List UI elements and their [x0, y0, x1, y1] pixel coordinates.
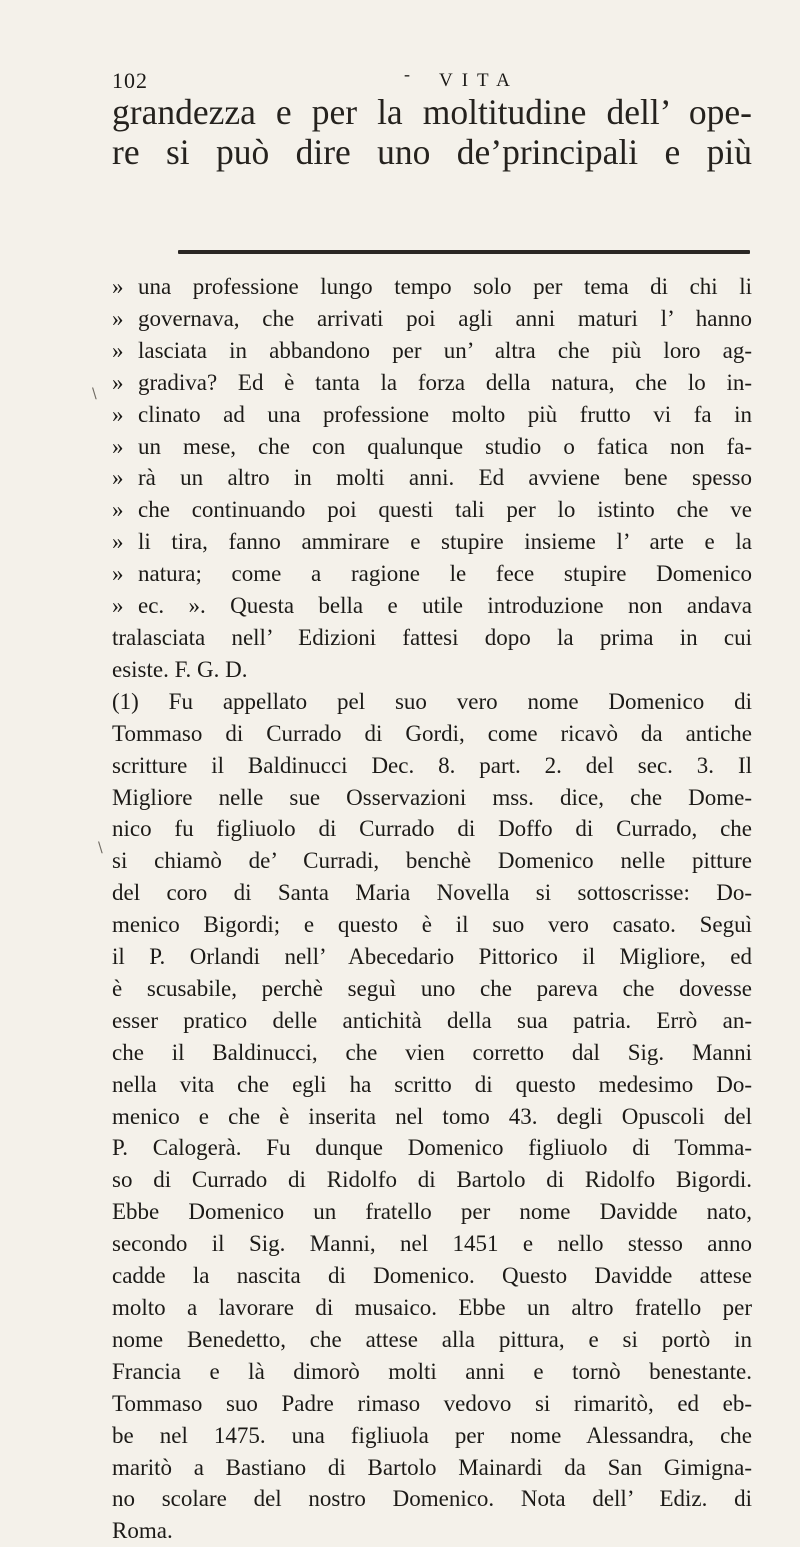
footnote-line-text: gradiva? Ed è tanta la forza della natura, che lo in-	[138, 369, 752, 395]
footnote-line	[112, 431, 752, 463]
footnote-line-text: so di Currado di Ridolfo di Bartolo di Ridolfo Bigordi.	[112, 1167, 752, 1193]
footnote-line	[112, 1452, 752, 1484]
footnote-line-text: Francia e là dimorò molti anni e tornò benestante.	[112, 1358, 752, 1384]
footnote-line	[112, 271, 752, 303]
separator-rule	[178, 250, 750, 254]
footnote-line	[112, 1132, 752, 1164]
footnote-line	[112, 1388, 752, 1420]
footnote-line	[112, 1356, 752, 1388]
footnote-line-text: esiste. F. G. D.	[112, 656, 248, 682]
footnote-line	[112, 1292, 752, 1324]
footnote-line-text: molto a lavorare di musaico. Ebbe un altro fratello per	[112, 1295, 752, 1320]
footnote-line	[112, 1515, 752, 1547]
footnote-line	[112, 335, 752, 367]
footnote-line	[112, 782, 752, 814]
quote-mark: »	[112, 529, 124, 555]
footnote-line	[112, 654, 752, 686]
quote-mark: »	[112, 369, 124, 395]
footnote-line	[112, 1069, 752, 1101]
footnote-line	[112, 813, 752, 845]
footnote-line	[112, 718, 752, 750]
quote-mark: »	[112, 337, 124, 363]
footnote-line-text: il P. Orlandi nell’ Abecedario Pittorico il Migliore, ed	[112, 944, 752, 970]
footnote-line	[112, 973, 752, 1005]
footnote-line-text: un mese, che con qualunque studio o fatica non fa-	[138, 433, 752, 459]
footnote-line	[112, 1101, 752, 1133]
footnote-line-text: governava, che arrivati poi agli anni maturi l’ hanno	[138, 305, 752, 331]
footnote-line	[112, 367, 752, 399]
footnote-line	[112, 1228, 752, 1260]
footnote-line	[112, 303, 752, 335]
footnote-line	[112, 1196, 752, 1228]
quote-mark: »	[112, 274, 124, 299]
text-line: re si può dire uno de’principali e più	[112, 132, 752, 172]
header-dash: -	[404, 64, 410, 84]
footnote-line-text: Migliore nelle sue Osservazioni mss. dice, che Dome-	[112, 784, 752, 810]
footnote-line	[112, 526, 752, 558]
footnote-line-text: no scolare del nostro Domenico. Nota dell’ Ediz. di	[112, 1486, 752, 1512]
main-text	[112, 92, 752, 172]
footnote-line-text: tralasciata nell’ Edizioni fattesi dopo la prima in cui	[112, 624, 752, 650]
footnote-line-text: Ebbe Domenico un fratello per nome Davidde nato,	[112, 1199, 752, 1225]
footnote-line-text: rà un altro in molti anni. Ed avviene bene spesso	[138, 465, 752, 491]
footnote-line-text: cadde la nascita di Domenico. Questo Davidde attese	[112, 1263, 752, 1289]
footnote-line-text: secondo il Sig. Manni, nel 1451 e nello stesso anno	[112, 1231, 752, 1257]
footnote-line-text: scritture il Baldinucci Dec. 8. part. 2. del sec. 3. Il	[112, 752, 752, 778]
footnote-line	[112, 1420, 752, 1452]
margin-mark: \	[98, 840, 103, 856]
footnote-line-text: esser pratico delle antichità della sua patria. Errò an-	[112, 1007, 752, 1033]
footnote-line	[112, 845, 752, 877]
footnote-line	[112, 909, 752, 941]
footnote-line-text: Roma.	[112, 1518, 173, 1544]
footnote-line-text: che continuando poi questi tali per lo istinto che ve	[138, 497, 752, 523]
footnote-line	[112, 1260, 752, 1292]
footnote-line-text: è scusabile, perchè seguì uno che pareva che dovesse	[112, 975, 752, 1001]
footnote-line	[112, 558, 752, 590]
footnote-line-text: Tommaso di Currado di Gordi, come ricavò da antiche	[112, 720, 752, 746]
footnote-line	[112, 750, 752, 782]
footnote-line	[112, 877, 752, 909]
footnote-line	[112, 494, 752, 526]
footnote-line	[112, 1483, 752, 1515]
footnote-line	[112, 590, 752, 622]
footnote-line-text: del coro di Santa Maria Novella si sottoscrisse: Do-	[112, 880, 752, 906]
footnote-line-text: clinato ad una professione molto più frutto vi fa in	[138, 401, 752, 427]
footnote-line-text: maritò a Bastiano di Bartolo Mainardi da San Gimigna-	[112, 1454, 752, 1480]
quote-mark: »	[112, 593, 124, 619]
footnote-line	[112, 941, 752, 973]
footnote-line-text: nella vita che egli ha scritto di questo medesimo Do-	[112, 1071, 752, 1097]
footnote-line-text: ec. ». Questa bella e utile introduzione non andava	[138, 593, 752, 619]
footnote-line	[112, 462, 752, 494]
footnote-line-text: che il Baldinucci, che vien corretto dal Sig. Manni	[112, 1039, 752, 1065]
footnote-line	[112, 686, 752, 718]
footnote-line	[112, 1037, 752, 1069]
footnote-line-text: nico fu figliuolo di Currado di Doffo di Currado, che	[112, 816, 752, 842]
footnote-block	[112, 271, 752, 1547]
footnote-line	[112, 622, 752, 654]
footnote-line-text: natura; come a ragione le fece stupire Domenico	[138, 561, 752, 587]
footnote-line-text: lasciata in abbandono per un’ altra che più loro ag-	[138, 337, 752, 363]
footnote-line-text: P. Calogerà. Fu dunque Domenico figliuolo di Tomma-	[112, 1135, 752, 1161]
quote-mark: »	[112, 305, 124, 331]
quote-mark: »	[112, 433, 124, 459]
footnote-line-text: nome Benedetto, che attese alla pittura, e si portò in	[112, 1326, 752, 1352]
footnote-line-text: Tommaso suo Padre rimaso vedovo si rimaritò, ed eb-	[112, 1390, 752, 1416]
margin-mark: \	[92, 386, 97, 402]
footnote-line	[112, 1005, 752, 1037]
footnote-line-text: menico Bigordi; e questo è il suo vero casato. Seguì	[112, 912, 752, 938]
running-title: VITA	[439, 70, 519, 91]
footnote-line-text: menico e che è inserita nel tomo 43. degli Opuscoli del	[112, 1103, 752, 1129]
page-number: 102	[112, 68, 148, 93]
footnote-line	[112, 1324, 752, 1356]
footnote-line	[112, 1164, 752, 1196]
footnote-line-text: si chiamò de’ Curradi, benchè Domenico nelle pitture	[112, 848, 752, 874]
quote-mark: »	[112, 497, 124, 523]
text-line: grandezza e per la moltitudine dell’ ope-	[112, 92, 752, 132]
footnote-line-text: li tira, fanno ammirare e stupire insieme l’ arte e la	[138, 529, 752, 555]
footnote-line-text: be nel 1475. una figliuola per nome Alessandra, che	[112, 1422, 752, 1448]
quote-mark: »	[112, 561, 124, 587]
footnote-line-text: (1) Fu appellato pel suo vero nome Domenico di	[112, 688, 752, 714]
quote-mark: »	[112, 401, 124, 427]
quote-mark: »	[112, 465, 124, 491]
footnote-line-text: una professione lungo tempo solo per tema di chi li	[138, 274, 752, 299]
footnote-line	[112, 399, 752, 431]
